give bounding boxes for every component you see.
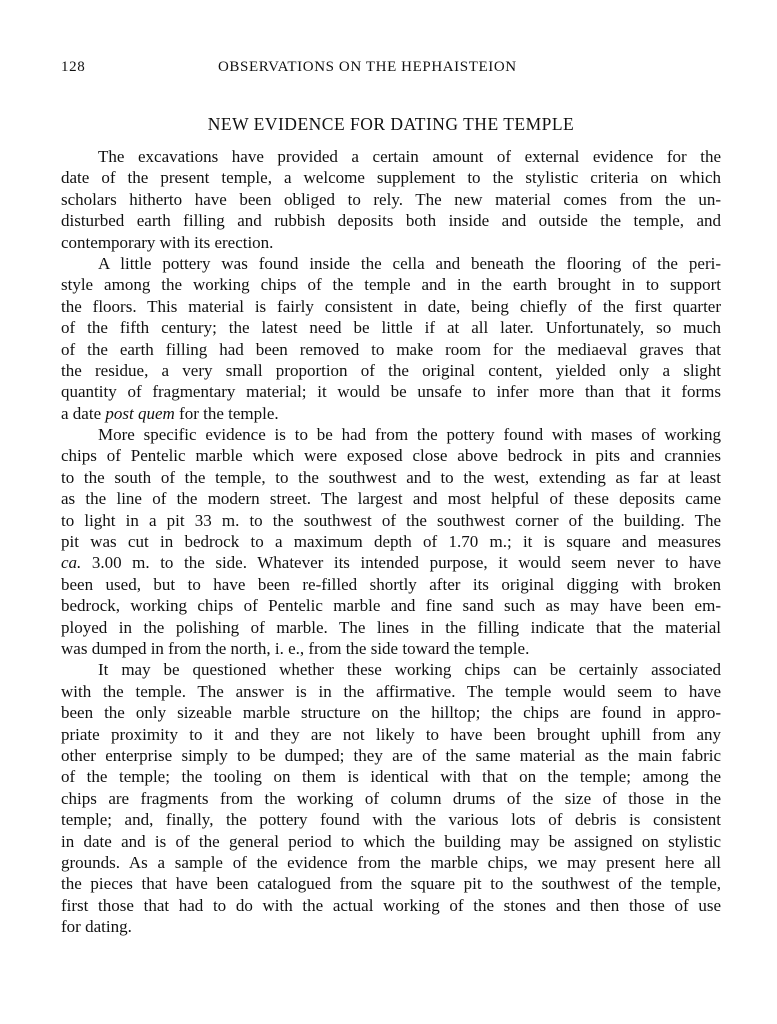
text-line: was dumped in from the north, i. e., from the side toward the temple. [61,638,530,658]
body-text [61,146,721,937]
text-line: A little pottery was found inside the cella and beneath the flooring of the peri- [98,253,721,273]
text-line: of the temple; the tooling on them is identical with that on the temple; among the [61,767,721,787]
italic-phrase: post quem [105,403,175,423]
text-line: priate proximity to it and they are not likely to have been brought uphill from any [61,724,721,744]
text-line: quantity of fragmentary material; it would be unsafe to infer more than that it forms [61,382,721,402]
text-line: of the fifth century; the latest need be little if at all later. Unfortunately, so much [61,318,721,338]
text-line: date of the present temple, a welcome supplement to the stylistic criteria on which [61,168,721,188]
text-line: in date and is of the general period to which the building may be assigned on stylistic [61,831,721,851]
text-line: ca. 3.00 m. to the side. Whatever its intended purpose, it would seem never to have [61,553,721,573]
text-line: with the temple. The answer is in the affirmative. The temple would seem to have [61,681,721,701]
text-line: a date post quem for the temple. [61,403,279,423]
text-line: other enterprise simply to be dumped; they are of the same material as the main fabric [61,745,721,765]
text-line: The excavations have provided a certain amount of external evidence for the [98,147,721,166]
text-line: ployed in the polishing of marble. The lines in the filling indicate that the material [61,617,721,637]
text-line: bedrock, working chips of Pentelic marble and fine sand such as may have been em- [61,596,721,616]
text-line: grounds. As a sample of the evidence from the marble chips, we may present here all [61,852,721,872]
text-line: the pieces that have been catalogued from the square pit to the southwest of the temple, [61,874,721,894]
page-number: 128 [61,59,86,75]
text-line: of the earth filling had been removed to make room for the mediaeval graves that [61,339,721,359]
text-line: More specific evidence is to be had from the pottery found with mases of working [98,425,721,445]
text-line: as the line of the modern street. The largest and most helpful of these deposits came [61,489,721,509]
text-line: the floors. This material is fairly consistent in date, being chiefly of the first quarter [61,296,721,316]
text-line: been used, but to have been re-filled shortly after its original digging with broken [61,574,721,594]
text-line: first those that had to do with the actual working of the stones and then those of use [61,895,721,915]
text-line: been the only sizeable marble structure on the hilltop; the chips are found in appro- [61,703,721,723]
text-line: disturbed earth filling and rubbish deposits both inside and outside the temple, and [61,211,721,231]
text-line: for dating. [61,917,132,937]
text-line: the residue, a very small proportion of the original content, yielded only a slight [61,360,721,380]
text-line: contemporary with its erection. [61,232,274,252]
text-line: chips of Pentelic marble which were exposed close above bedrock in pits and crannies [61,446,721,466]
text-line: to light in a pit 33 m. to the southwest of the southwest corner of the building. The [61,510,721,530]
text-line: scholars hitherto have been obliged to rely. The new material comes from the un- [61,189,721,209]
section-heading: NEW EVIDENCE FOR DATING THE TEMPLE [207,114,575,134]
running-title: OBSERVATIONS ON THE HEPHAISTEION [218,59,517,75]
italic-phrase: ca. [61,553,82,573]
text-line: style among the working chips of the temple and in the earth brought in to support [61,275,721,295]
running-head [61,59,721,81]
text-line: to the south of the temple, to the southwest and to the west, extending as far at least [61,467,721,487]
book-page [61,0,721,1024]
text-line: pit was cut in bedrock to a maximum depth of 1.70 m.; it is square and measures [61,532,721,552]
text-line: chips are fragments from the working of column drums of the size of those in the [61,788,721,808]
text-line: temple; and, finally, the pottery found with the various lots of debris is consistent [61,810,721,830]
text-line: It may be questioned whether these working chips can be certainly associated [98,660,721,680]
